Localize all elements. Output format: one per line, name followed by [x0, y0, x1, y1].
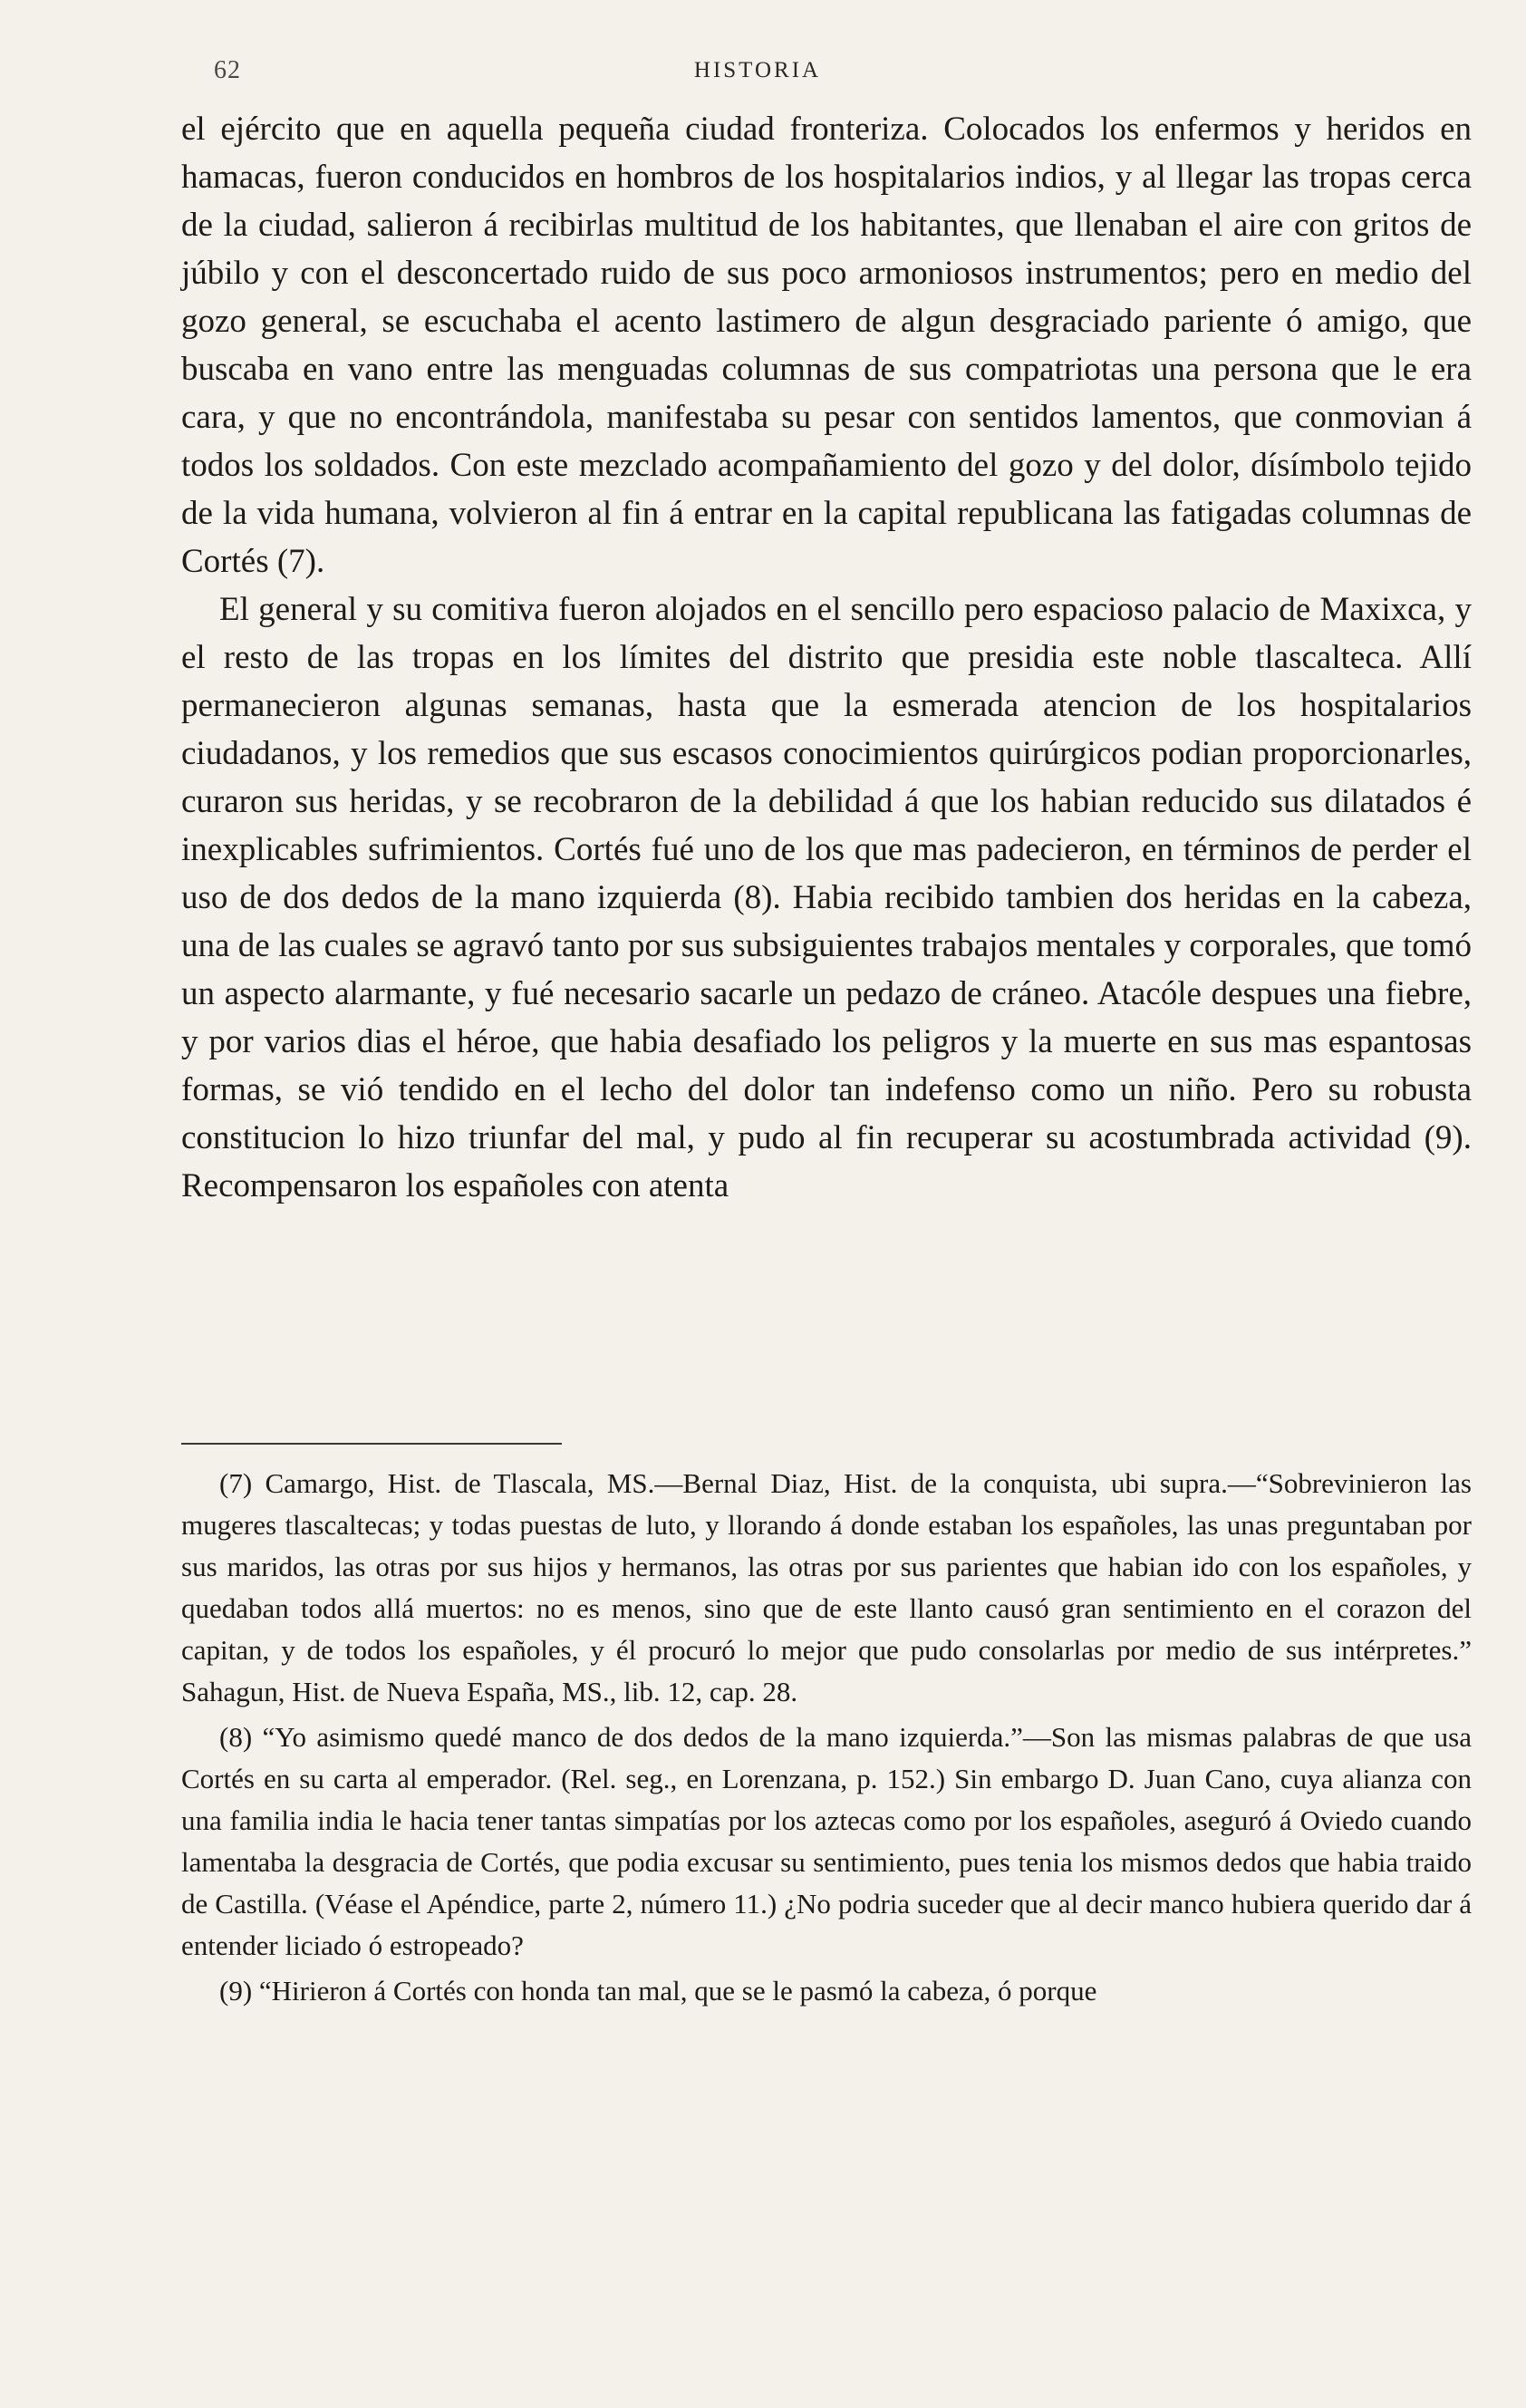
- footnote-7: (7) Camargo, Hist. de Tlascala, MS.—Bernal Diaz, Hist. de la conquista, ubi supra.—“Sobrevinieron las mugeres tlascaltecas; y todas puestas de luto, y llorando á donde estaban los españoles, las unas preguntaban por sus maridos, las otras por sus hijos y hermanos, las otras por sus parientes que habian ido con los españoles, y quedaban todos allá muertos: no es menos, sino que de este llanto causó gran sentimiento en el corazon del capitan, y de todos los españoles, y él procuró lo mejor que pudo consolarlas por medio de sus intérpretes.” Sahagun, Hist. de Nueva España, MS., lib. 12, cap. 28.: [181, 1467, 1472, 1707]
- body-text: [181, 105, 1472, 1210]
- footnote-9: (9) “Hirieron á Cortés con honda tan mal, que se le pasmó la cabeza, ó porque: [219, 1975, 1097, 2007]
- footnotes: [181, 1463, 1472, 2016]
- running-head: HISTORIA: [693, 58, 822, 82]
- footnote-separator: [181, 1443, 562, 1445]
- footnote-8: (8) “Yo asimismo quedé manco de dos dedos de la mano izquierda.”—Son las mismas palabras de que usa Cortés en su carta al emperador. (Rel. seg., en Lorenzana, p. 152.) Sin embargo D. Juan Cano, cuya alianza con una familia india le hacia tener tantas simpatías por los aztecas como por los españoles, aseguró á Oviedo cuando lamentaba la desgracia de Cortés, que podia excusar su sentimiento, pues tenia los mismos dedos que habia traido de Castilla. (Véase el Apéndice, parte 2, número 11.) ¿No podria suceder que al decir manco hubiera querido dar á entender liciado ó estropeado?: [181, 1721, 1472, 1961]
- body-paragraph: el ejército que en aquella pequeña ciudad fronteriza. Colocados los enfermos y heridos en hamacas, fueron conducidos en hombros de los hospitalarios indios, y al llegar las tropas cerca de la ciudad, salieron á recibirlas multitud de los habitantes, que llenaban el aire con gritos de júbilo y con el desconcertado ruido de sus poco armoniosos instrumentos; pero en medio del gozo general, se escuchaba el acento lastimero de algun desgraciado pariente ó amigo, que buscaba en vano entre las menguadas columnas de sus compatriotas una persona que le era cara, y que no encontrándola, manifestaba su pesar con sentidos lamentos, que conmovian á todos los soldados. Con este mezclado acompañamiento del gozo y del dolor, dísímbolo tejido de la vida humana, volvieron al fin á entrar en la capital republicana las fatigadas columnas de Cortés (7).: [181, 111, 1472, 580]
- page-header: [214, 56, 1301, 87]
- page-number: 62: [214, 56, 241, 84]
- body-paragraph: El general y su comitiva fueron alojados en el sencillo pero espacioso palacio de Maxixca, y el resto de las tropas en los límites del distrito que presidia este noble tlascalteca. Allí permanecieron algunas semanas, hasta que la esmerada atencion de los hospitalarios ciudadanos, y los remedios que sus escasos conocimientos quirúrgicos podian proporcionarles, curaron sus heridas, y se recobraron de la debilidad á que los habian reducido sus dilatados é inexplicables sufrimientos. Cortés fué uno de los que mas padecieron, en términos de perder el uso de dos dedos de la mano izquierda (8). Habia recibido tambien dos heridas en la cabeza, una de las cuales se agravó tanto por sus subsiguientes trabajos mentales y corporales, que tomó un aspecto alarmante, y fué necesario sacarle un pedazo de cráneo. Atacóle despues una fiebre, y por varios dias el héroe, que habia desafiado los peligros y la muerte en sus mas espantosas formas, se vió tendido en el lecho del dolor tan indefenso como un niño. Pero su robusta constitucion lo hizo triunfar del mal, y pudo al fin recuperar su acostumbrada actividad (9). Recompensaron los españoles con atenta: [181, 591, 1472, 1204]
